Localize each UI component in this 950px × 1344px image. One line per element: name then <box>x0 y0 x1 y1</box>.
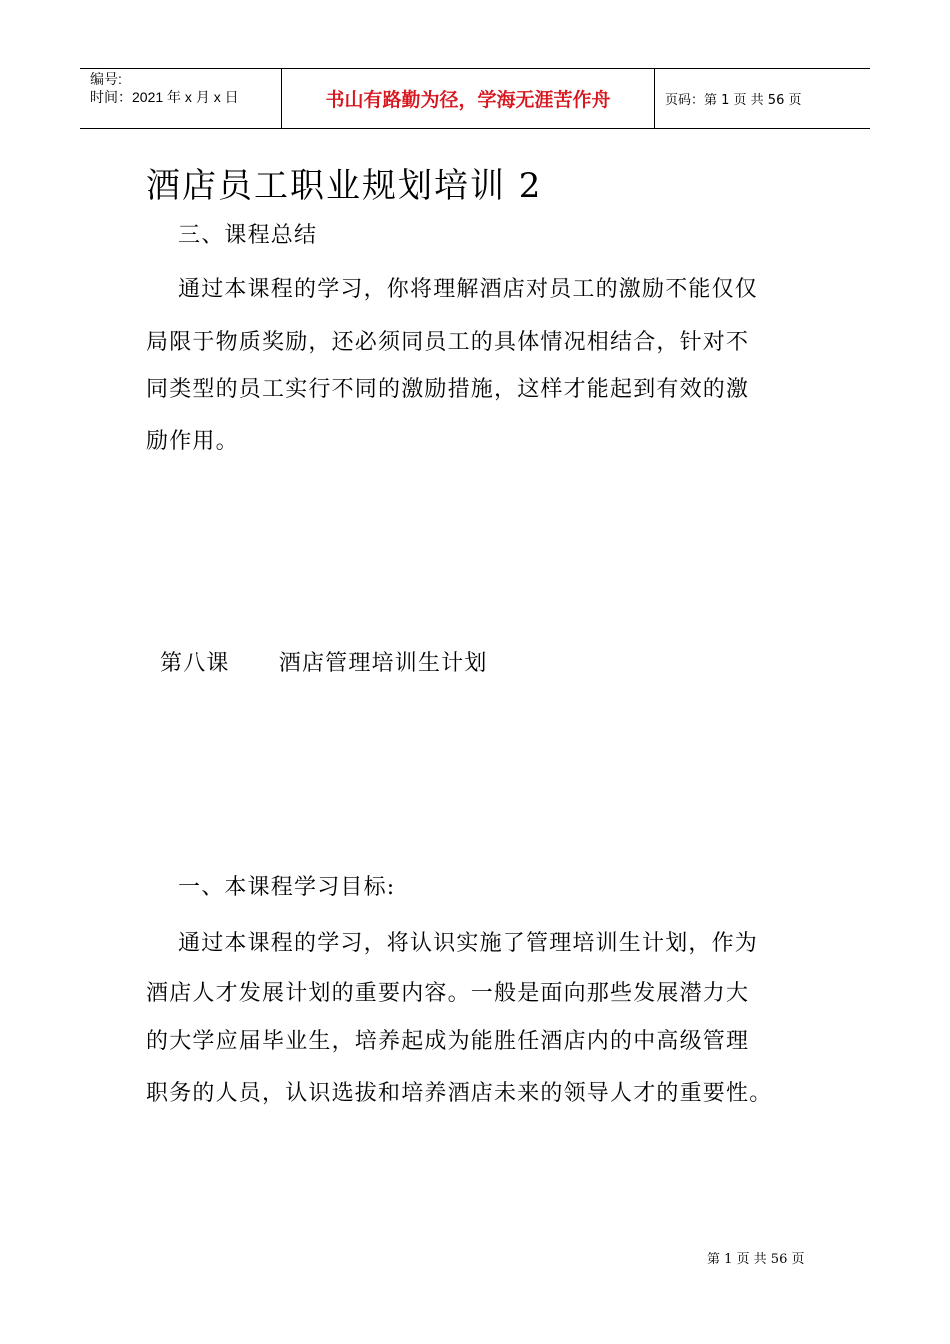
header-motto: 书山有路勤为径，学海无涯苦作舟 <box>282 69 655 128</box>
paragraph-line: 的大学应届毕业生，培养起成为能胜任酒店内的中高级管理 <box>146 1029 750 1054</box>
page-header <box>80 68 870 129</box>
document-title: 酒店员工职业规划培训 2 <box>146 166 543 206</box>
paragraph-line: 酒店人才发展计划的重要内容。一般是面向那些发展潜力大 <box>146 981 750 1006</box>
section-heading-summary: 三、课程总结 <box>178 223 318 248</box>
paragraph-line: 局限于物质奖励，还必须同员工的具体情况相结合，针对不 <box>146 330 750 355</box>
header-meta-cell <box>80 69 282 128</box>
document-time-label: 时间：2021 年 x 月 x 日 <box>90 89 239 105</box>
document-number-label: 编号: <box>90 71 122 87</box>
paragraph-line: 励作用。 <box>146 429 239 454</box>
paragraph-line: 通过本课程的学习，你将理解酒店对员工的激励不能仅仅 <box>178 277 759 302</box>
header-page-label: 页码：第 1 页 共 56 页 <box>665 93 802 108</box>
footer-page-indicator: 第 1 页 共 56 页 <box>707 1252 805 1267</box>
paragraph-line: 职务的人员，认识选拔和培养酒店未来的领导人才的重要性。 <box>146 1081 773 1106</box>
lesson-heading: 第八课 酒店管理培训生计划 <box>160 651 488 676</box>
section-heading-goals: 一、本课程学习目标: <box>178 875 396 900</box>
paragraph-line: 通过本课程的学习，将认识实施了管理培训生计划，作为 <box>178 931 759 956</box>
paragraph-line: 同类型的员工实行不同的激励措施，这样才能起到有效的激 <box>146 377 750 402</box>
